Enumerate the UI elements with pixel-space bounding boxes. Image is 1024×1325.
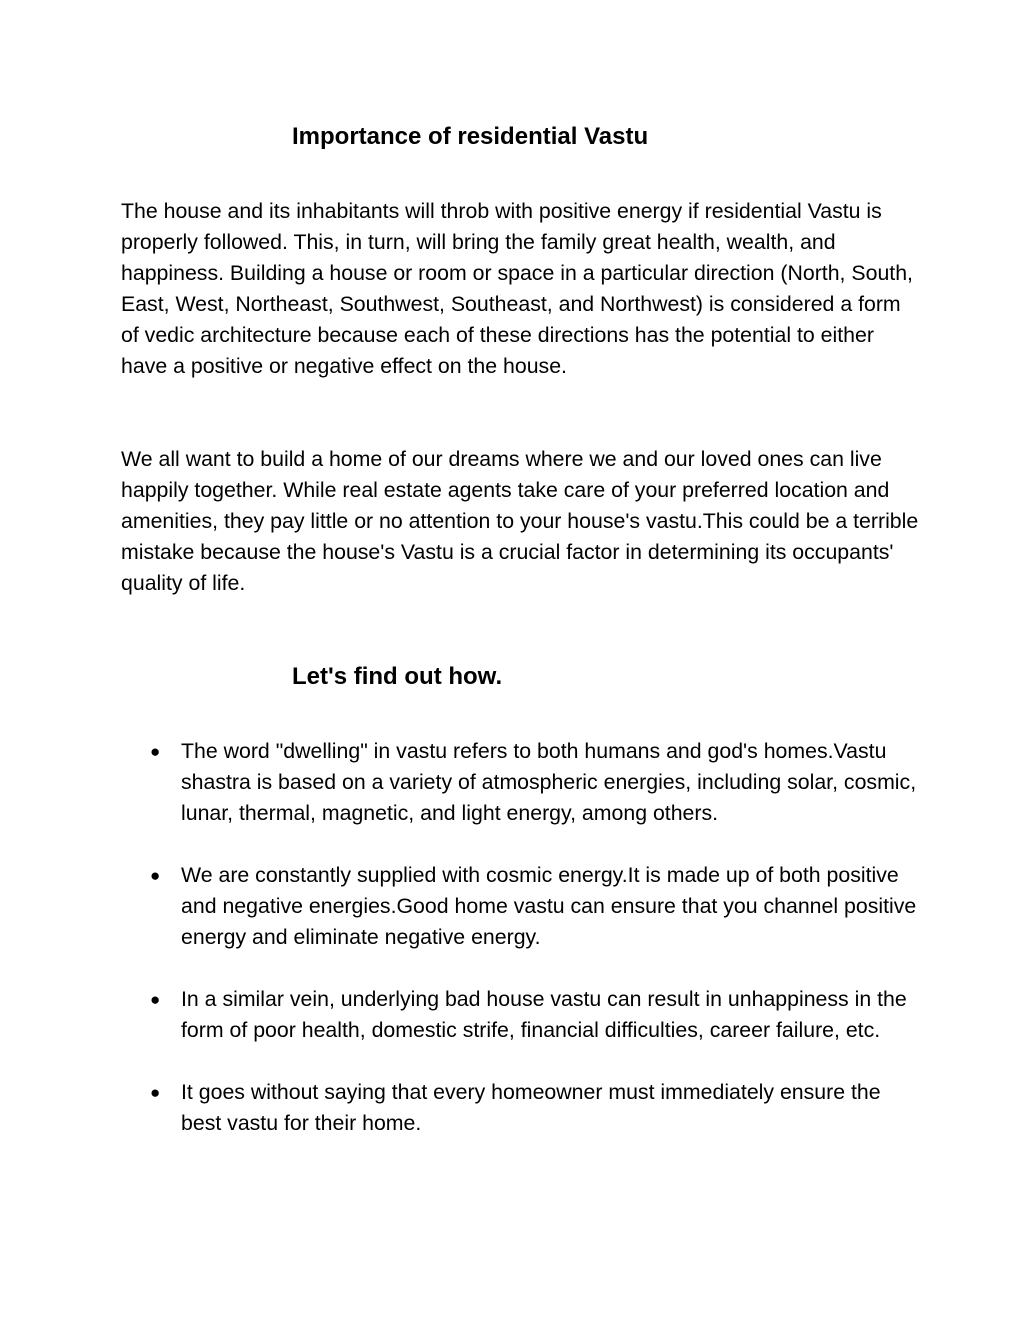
bullet-list — [150, 736, 920, 1170]
bullet-icon: ● — [150, 1083, 161, 1102]
bullet-icon: ● — [150, 990, 161, 1009]
list-item-text: In a similar vein, underlying bad house vastu can result in unhappiness in the form of poor health, domestic strife, financial difficulties, career failure, etc. — [181, 987, 907, 1042]
list-item-text: It goes without saying that every homeowner must immediately ensure the best vastu for their home. — [181, 1080, 881, 1135]
page-title: Importance of residential Vastu — [292, 123, 649, 150]
dream-home-paragraph: We all want to build a home of our dreams where we and our loved ones can live happily together. While real estate agents take care of your preferred location and amenities, they pay little or no attention to your house's vastu.This could be a terrible mistake because the house's Vastu is a crucial factor in determining its occupants' quality of life. — [121, 447, 919, 595]
intro-paragraph: The house and its inhabitants will throb with positive energy if residential Vastu is properly followed. This, in turn, will bring the family great health, wealth, and happiness. Building a house or room or space in a particular direction (North, South, East, West, Northeast, Southwest, Southeast, and Northwest) is considered a form of vedic architecture because each of these directions has the potential to either have a positive or negative effect on the house. — [121, 199, 913, 378]
list-item — [150, 860, 920, 953]
list-item-text: The word "dwelling" in vastu refers to both humans and god's homes.Vastu shastra is based on a variety of atmospheric energies, including solar, cosmic, lunar, thermal, magnetic, and light energy, among others. — [181, 739, 917, 825]
bullet-icon: ● — [150, 742, 161, 761]
section-heading: Let's find out how. — [292, 663, 503, 690]
list-item — [150, 736, 920, 829]
bullet-icon: ● — [150, 866, 161, 885]
list-item — [150, 1077, 920, 1139]
list-item — [150, 984, 920, 1046]
list-item-text: We are constantly supplied with cosmic energy.It is made up of both positive and negative energies.Good home vastu can ensure that you channel positive energy and eliminate negative energy. — [181, 863, 917, 949]
